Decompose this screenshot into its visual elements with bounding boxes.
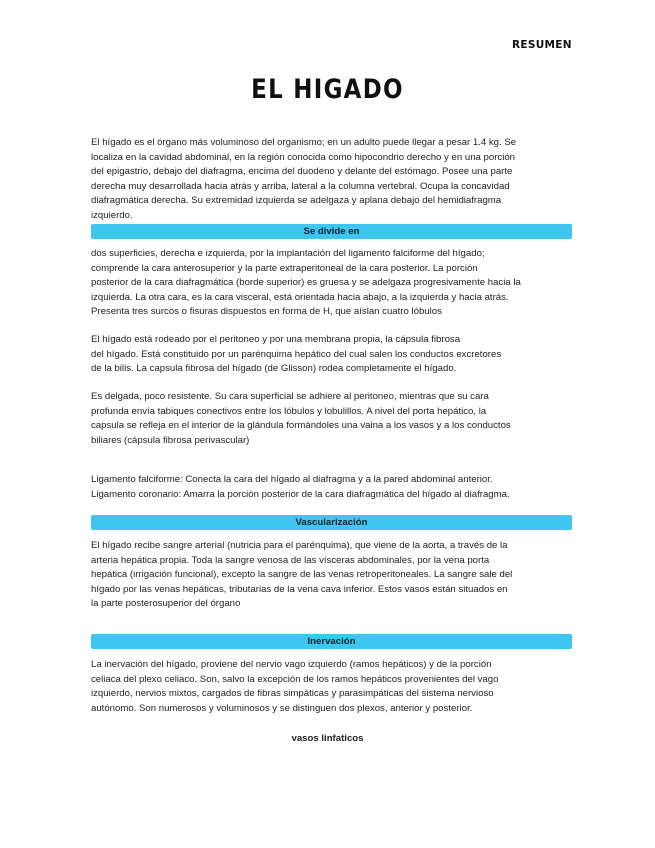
inerv-paragraph: La inervación del hígado, proviene del nervio vago izquierdo (ramos hepáticos) y de la porción celiaca del plexo celiaco. Son, salvo la excepción de los ramos hepáticos provenientes del vago izquierdo, nervios mixtos, cargados de fibras simpáticas y parasimpáticas del sistema nervioso autónomo. Son numerosos y voluminosos y se distinguen dos plexos, anterior y posterior.	[91, 659, 499, 714]
divide-paragraph-surfaces: dos superficies, derecha e izquierda, por la implantación del ligamento falciforme del hígado; comprende la cara anterosuperior y la parte extraperitoneal de la cara posterior. La porción posterior de la cara diafragmática (borde superior) es gruesa y se adelgaza progresivamente hacia la izquierda. La otra cara, es la cara visceral, está orientada hacia abajo, a la izquierda y hacia atrás. Presenta tres surcos o fisuras dispuestos en forma de H, que aíslan cuatro lóbulos	[91, 248, 521, 317]
section-heading-lymph: vasos linfaticos	[291, 733, 364, 744]
vasc-paragraph: El hígado recibe sangre arterial (nutricia para el parénquima), que viene de la aorta, a través de la arteria hepática propia. Toda la sangre venosa de las vísceras abdominales, por la vena porta hepática (irrigación funcional), excepto la sangre de las venas retroperitoneales. La sangre sale del hígado por las venas hepáticas, tributarias de la vena cava inferior. Estos vasos están situados en la parte posterosuperior del órgano	[91, 540, 513, 609]
page-title: EL HIGADO	[251, 74, 404, 105]
divide-paragraph-capsule: El hígado está rodeado por el peritoneo y por una membrana propia, la cápsula fibrosa del hígado. Está constituido por un parénquima hepático del cual salen los conductos excretores de la bilis. La capsula fibrosa del hígado (de Glisson) rodea completamente el hígado.	[91, 334, 502, 374]
section-heading-divide: Se divide en	[91, 224, 572, 239]
section-heading-inerv: Inervación	[91, 634, 572, 649]
section-heading-vasc: Vascularización	[91, 515, 572, 530]
divide-paragraph-fibrous: Es delgada, poco resistente. Su cara superficial se adhiere al peritoneo, mientras que su cara profunda envía tabiques conectivos entre los lóbulos y lobulillos. A nivel del porta hepático, la capsula se refleja en el interior de la glándula formándoles una vaina a los vasos y a los conductos biliares (cápsula fibrosa perivascular)	[91, 391, 511, 446]
intro-paragraph: El hígado es el órgano más voluminoso del organismo; en un adulto puede llegar a pesar 1.4 kg. Se localiza en la cavidad abdominal, en la región conocida como hipocondrio derecho y en una porción del epigastrio, debajo del diafragma, encima del duodeno y delante del estómago. Posee una parte derecha muy desarrollada hacia atrás y arriba, lateral a la columna vertebral. Ocupa la concavidad diafragmática derecha. Su extremidad izquierda se adelgaza y aplana debajo del hemidiafragma izquierdo.	[91, 137, 517, 221]
divide-paragraph-ligaments: Ligamento falciforme: Conecta la cara del hígado al diafragma y a la pared abdominal anterior. Ligamento coronario: Amarra la porción posterior de la cara diafragmática del hígado al diafragma.	[91, 474, 510, 500]
document-tag: RESUMEN	[512, 39, 572, 51]
